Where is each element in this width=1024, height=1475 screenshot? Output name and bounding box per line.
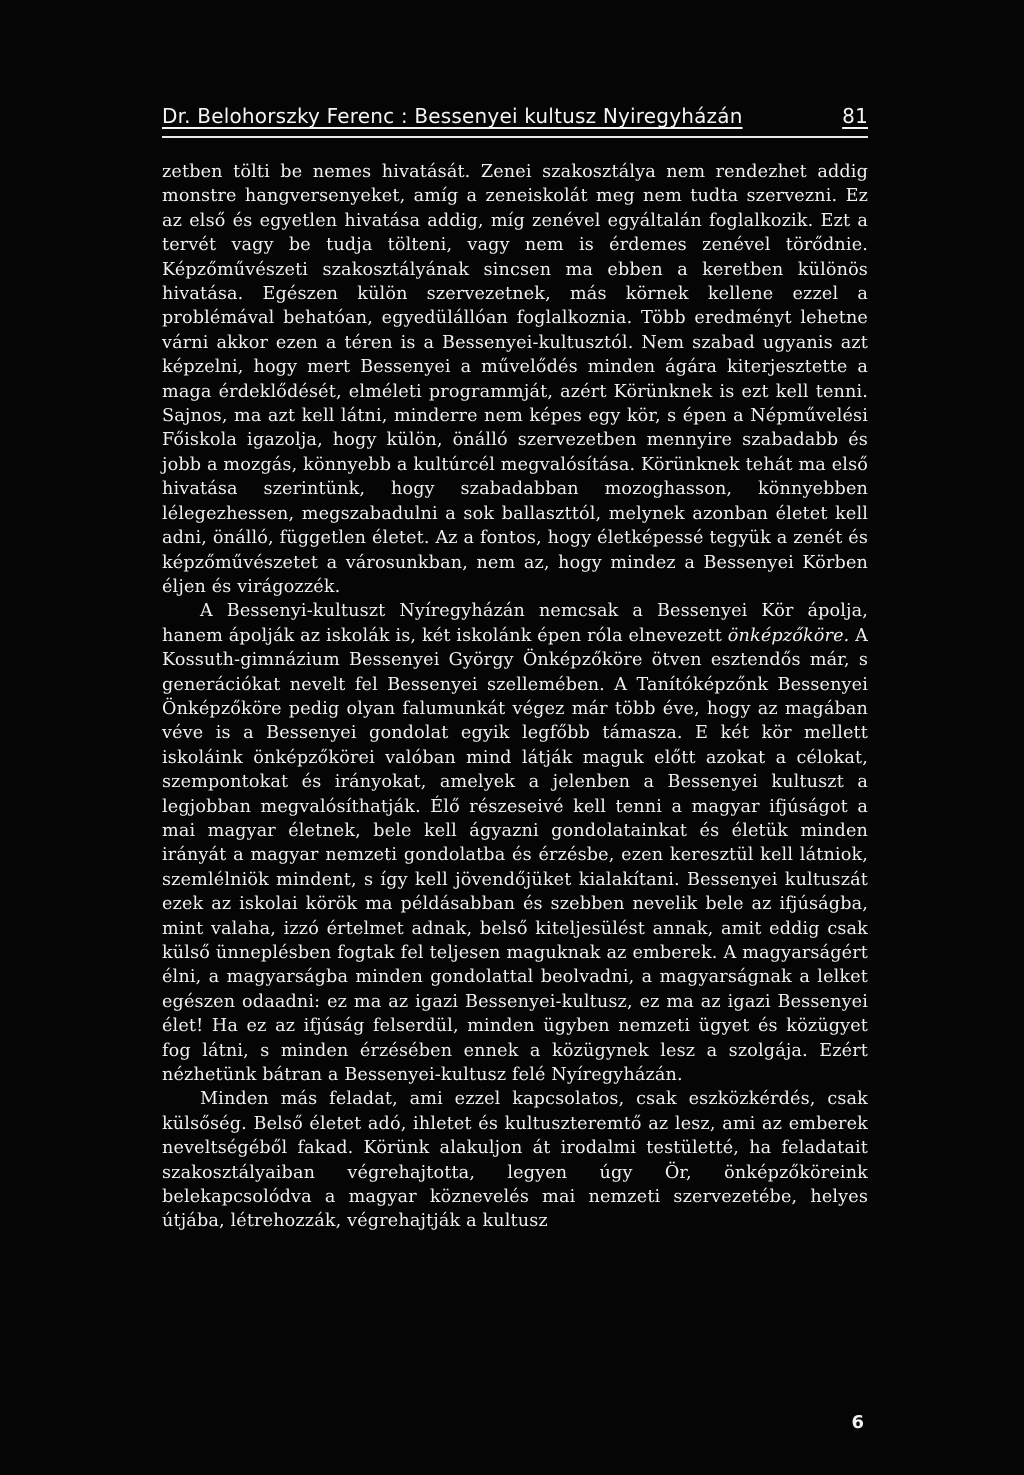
- paragraph-2: [162, 599, 868, 1087]
- paragraph-1: zetben tölti be nemes hivatását. Zenei szakosztálya nem rendezhet addig monstre hangversenyeket, amíg a zeneiskolát meg nem tudta szervezni. Ez az első és egyetlen hivatása addig, míg zenével egyáltalán foglalkozik. Ezt a tervét vagy be tudja tölteni, vagy nem is érdemes zenével törődnie. Képzőművészeti szakosztályának sincsen ma ebben a keretben különös hivatása. Egészen külön szervezetnek, más körnek kellene ezzel a problémával behatóan, egyedülállóan foglalkoznia. Több eredményt lehetne várni akkor ezen a téren is a Bessenyei-kultusztól. Nem szabad ugyanis azt képzelni, hogy mert Bessenyei a művelődés minden ágára kiterjesztette a maga érdeklődését, elméleti programmját, azért Körünknek is ezt kell tenni. Sajnos, ma azt kell látni, minderre nem képes egy kör, s épen a Népművelési Főiskola igazolja, hogy külön, önálló szervezetben mennyire szabadabb és jobb a mozgás, könnyebb a kultúrcél megvalósítása. Körünknek tehát ma első hivatása szerintünk, hogy szabadabban mozoghasson, könnyebben lélegezhessen, megszabadulni a sok ballaszttól, melynek azonban életet kell adni, önálló, független életet. Az a fontos, hogy életképessé tegyük a zenét és képzőművészetet a városunkban, nem az, hogy mindez a Bessenyei Körben éljen és virágozzék.: [162, 162, 868, 597]
- header-rule: [162, 136, 868, 138]
- paragraph-2-emphasis: önképzőköre.: [727, 625, 850, 646]
- page-number: 81: [842, 104, 868, 128]
- paragraph-2-start: A Bessenyi-kultuszt Nyíregyházán nemcsak a Bessenyei Kör ápolja, hanem ápolják az iskolák is, két iskolánk épen róla elnevezett: [162, 601, 868, 646]
- body-text: [162, 160, 868, 1234]
- running-title: Dr. Belohorszky Ferenc : Bessenyei kultusz Nyiregyházán: [162, 104, 743, 128]
- paragraph-2-rest: A Kossuth-gimnázium Bessenyei György Önképzőköre ötven esztendős már, s generációkat nevelt fel Bessenyei szellemében. A Tanítóképzőnk Bessenyei Önképzőköre pedig olyan falumunkát végez már több éve, hogy az magában véve is a Bessenyei gondolat egyik legfőbb támasza. E két kör mellett iskoláink önképzőkörei valóban mind látják maguk előtt azokat a célokat, szempontokat és irányokat, amelyek a jelenben a Bessenyei kultuszt a legjobban megvalósíthatják. Élő részeseivé kell tenni a magyar ifjúságot a mai magyar életnek, bele kell ágyazni gondolatainkat és életük minden irányát a magyar nemzeti gondolatba és érzésbe, ezen keresztül kell látniok, szemlélniök mindent, s így kell jövendőjüket kialakítani. Bessenyei kultuszát ezek az iskolai körök ma példásabban és szebben nevelik bele az ifjúságba, mint valaha, izzó értelmet adnak, belső kiteljesülést annak, amit eddig csak külső ünneplésben fogtak fel teljesen maguknak az emberek. A magyarságért élni, a magyarságba minden gondolattal beolvadni, a magyarságnak a lelket egészen odaadni: ez ma az igazi Bessenyei-kultusz, ez ma az igazi Bessenyei élet! Ha ez az ifjúság felserdül, minden ügyben nemzeti ügyet és közügyet fog látni, s minden érzésében ennek a közügynek lesz a szolgája. Ezért nézhetünk bátran a Bessenyei-kultusz felé Nyíregyházán.: [162, 625, 868, 1086]
- running-header: [162, 104, 868, 128]
- paragraph-3: Minden más feladat, ami ezzel kapcsolatos, csak eszközkérdés, csak külsőség. Belső életet adó, ihletet és kultuszteremtő az lesz, ami az emberek neveltségéből fakad. Körünk alakuljon át irodalmi testületté, ha feladatait szakosztályaiban végrehajtotta, legyen úgy Ör, önképzőköreink belekapcsolódva a magyar köznevelés mai nemzeti szervezetébe, helyes útjába, létrehozzák, végrehajtják a kultusz: [162, 1089, 868, 1232]
- signature-mark: 6: [851, 1412, 864, 1433]
